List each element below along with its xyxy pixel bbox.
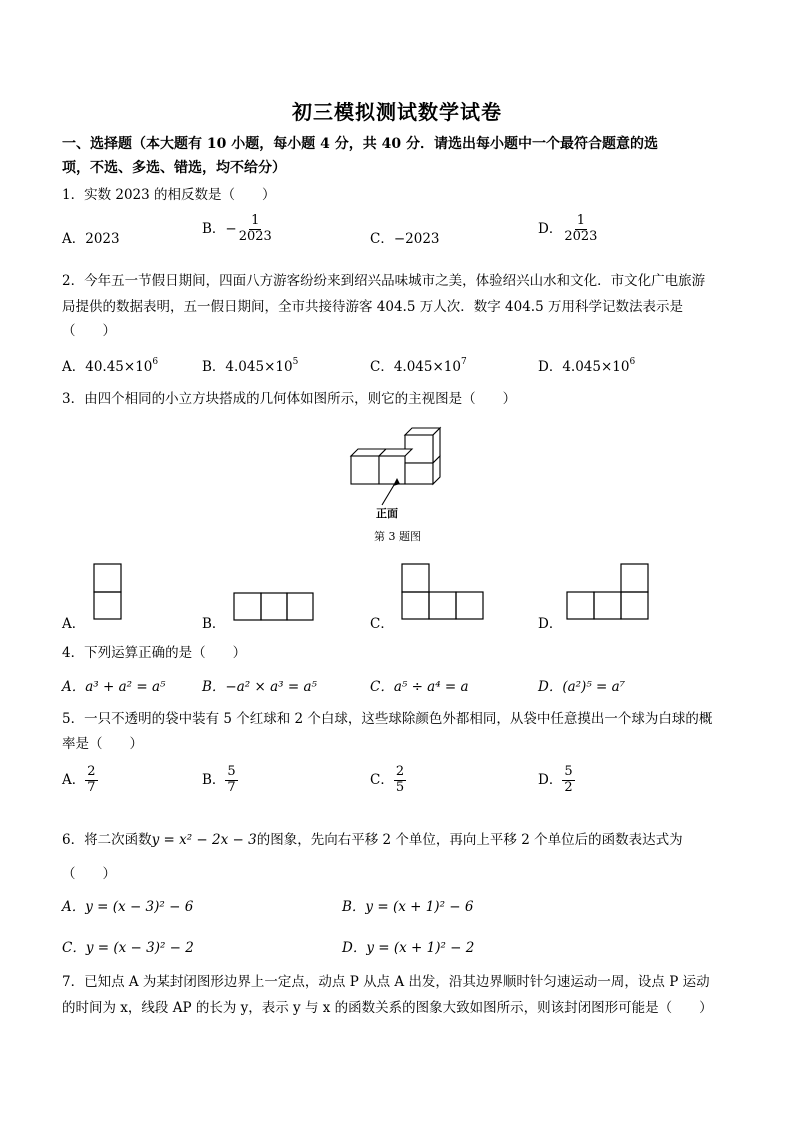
q6-option-b: B．y = (x + 1)² − 6 xyxy=(342,899,474,915)
q1-option-a: A．2023 xyxy=(62,231,120,247)
q6-line1: 6．将二次函数y = x² − 2x − 3的图象，先向右平移 2 个单位，再向上平移 2 个单位后的函数表达式为 xyxy=(62,832,683,848)
page-title: 初三模拟测试数学试卷 xyxy=(292,100,502,124)
q3-option-b-figure xyxy=(233,592,315,622)
q5-option-a: A． $\frac{2}{7}$ xyxy=(62,764,96,795)
q3-stem: 3．由四个相同的小立方块搭成的几何体如图所示，则它的主视图是（ ） xyxy=(62,391,517,407)
q3-front-label: 正面 xyxy=(376,507,398,520)
q4-option-b: B．−a² × a³ = a⁵ xyxy=(202,679,317,695)
q5-option-b: B． $\frac{5}{7}$ xyxy=(202,764,236,795)
q6-option-a: A．y = (x − 3)² − 6 xyxy=(62,899,194,915)
q5-line2: 率是（ ） xyxy=(62,736,143,752)
q1-option-c: C．−2023 xyxy=(370,231,440,247)
q3-option-d-figure xyxy=(566,563,651,621)
q4-option-c: C．a⁵ ÷ a⁴ = a xyxy=(370,679,469,695)
q2-option-c: C．$4.045\times 10^7$ xyxy=(370,357,467,375)
q5-option-c: C． $\frac{2}{5}$ xyxy=(370,764,405,795)
q1-option-d: D． $\frac{1}{2023}$ xyxy=(538,213,598,244)
q3-option-d-label: D． xyxy=(538,616,563,632)
q5-option-d: D． $\frac{5}{2}$ xyxy=(538,764,573,795)
q2-option-a: A．$40.45\times 10^6$ xyxy=(62,357,159,375)
q3-cube-figure xyxy=(345,420,455,525)
q4-stem: 4．下列运算正确的是（ ） xyxy=(62,645,247,661)
q6-line2: （ ） xyxy=(62,866,116,882)
q2-line1: 2．今年五一节假日期间，四面八方游客纷纷来到绍兴品味城市之美，体验绍兴山水和文化．市文化广电旅游 xyxy=(62,273,706,289)
q2-line2: 局提供的数据表明，五一假日期间，全市共接待游客 404.5 万人次．数字 404.5 万用科学记数法表示是 xyxy=(62,299,683,315)
q7-line2: 的时间为 x，线段 AP 的长为 y，表示 y 与 x 的函数关系的图象大致如图所示，则该封闭图形可能是（ ） xyxy=(62,1000,713,1016)
q3-option-c-figure xyxy=(401,563,486,621)
q6-option-d: D．y = (x + 1)² − 2 xyxy=(342,940,475,956)
q3-option-b-label: B． xyxy=(202,616,226,632)
q4-option-d: D．(a²)⁵ = a⁷ xyxy=(538,679,626,695)
q1-option-b: B．− $\frac{1}{2023}$ xyxy=(202,213,272,244)
q4-option-a: A．a³ + a² = a⁵ xyxy=(62,679,166,695)
section-heading-line1: 一、选择题（本大题有 10 小题，每小题 4 分，共 40 分．请选出每小题中一个最符合题意的选 xyxy=(62,136,658,152)
section-heading-line2: 项，不选、多选、错选，均不给分） xyxy=(62,160,286,176)
q2-line3: （ ） xyxy=(62,323,116,339)
q3-option-a-figure xyxy=(93,563,123,621)
q3-caption: 第 3 题图 xyxy=(374,530,421,543)
q7-line1: 7．已知点 A 为某封闭图形边界上一定点，动点 P 从点 A 出发，沿其边界顺时针匀速运动一周，设点 P 运动 xyxy=(62,974,710,990)
q5-line1: 5．一只不透明的袋中装有 5 个红球和 2 个白球，这些球除颜色外都相同，从袋中任意摸出一个球为白球的概 xyxy=(62,711,713,727)
q1-stem: 1．实数 2023 的相反数是（ ） xyxy=(62,187,276,203)
q2-option-b: B．$4.045\times 10^5$ xyxy=(202,357,299,375)
q2-option-d: D．$4.045\times 10^6$ xyxy=(538,357,636,375)
q3-option-c-label: C． xyxy=(370,616,394,632)
q3-option-a-label: A． xyxy=(62,616,86,632)
q6-option-c: C．y = (x − 3)² − 2 xyxy=(62,940,194,956)
